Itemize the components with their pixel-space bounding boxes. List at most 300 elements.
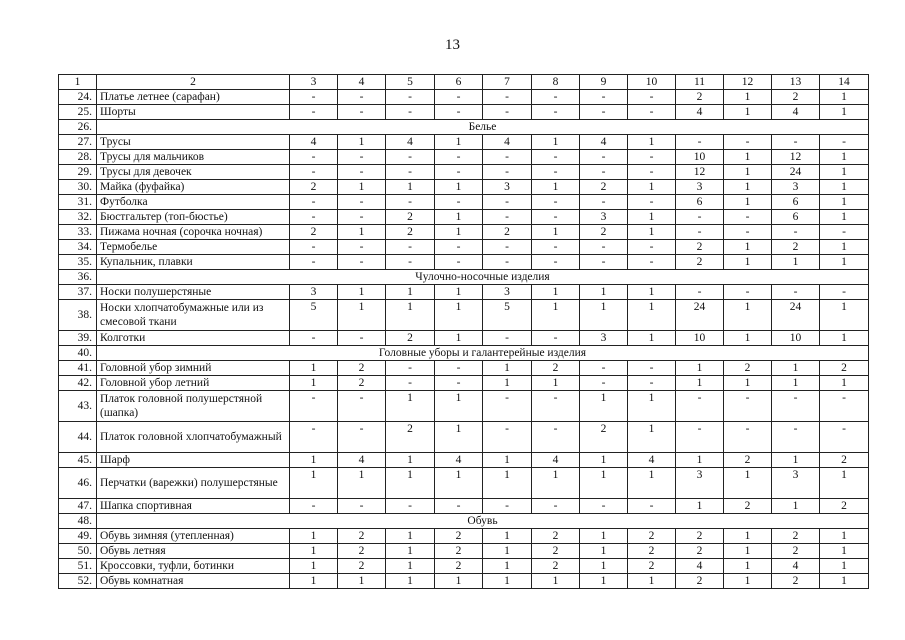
column-header: 5 [386,75,435,90]
value-cell: - [483,150,532,165]
page-number: 13 [445,37,460,53]
value-cell: - [532,255,580,270]
value-cell: - [580,90,628,105]
value-cell: 1 [820,376,869,391]
value-cell: 2 [532,559,580,574]
column-header: 13 [772,75,820,90]
value-cell: 1 [580,391,628,422]
row-number: 32. [59,210,97,225]
value-cell: 1 [724,559,772,574]
value-cell: - [532,422,580,453]
value-cell: 1 [386,559,435,574]
value-cell: 2 [676,529,724,544]
value-cell: 1 [724,331,772,346]
value-cell: - [772,285,820,300]
item-name: Колготки [97,331,290,346]
value-cell: 3 [676,180,724,195]
table-row [59,255,869,270]
value-cell: 1 [580,574,628,589]
row-number: 38. [59,300,97,331]
item-name: Перчатки (варежки) полушерстяные [97,468,290,499]
row-number: 35. [59,255,97,270]
value-cell: - [338,255,386,270]
value-cell: 2 [483,225,532,240]
value-cell: 1 [628,135,676,150]
value-cell: - [532,499,580,514]
value-cell: - [338,195,386,210]
value-cell: 5 [483,300,532,331]
row-number: 36. [59,270,97,285]
section-title: Головные уборы и галантерейные изделия [97,346,869,361]
value-cell: - [580,150,628,165]
value-cell: 4 [435,453,483,468]
value-cell: 6 [772,210,820,225]
value-cell: 1 [532,225,580,240]
value-cell: 2 [772,90,820,105]
value-cell: 2 [338,529,386,544]
value-cell: - [290,499,338,514]
value-cell: 1 [580,544,628,559]
value-cell: - [338,105,386,120]
value-cell: - [724,225,772,240]
value-cell: - [338,210,386,225]
value-cell: - [338,499,386,514]
table-row [59,105,869,120]
item-name: Кроссовки, туфли, ботинки [97,559,290,574]
value-cell: 2 [290,180,338,195]
table-row [59,529,869,544]
value-cell: 2 [676,544,724,559]
value-cell: 1 [772,453,820,468]
value-cell: 3 [676,468,724,499]
value-cell: - [338,240,386,255]
value-cell: - [580,499,628,514]
section-title: Белье [97,120,869,135]
value-cell: 1 [724,240,772,255]
value-cell: 1 [483,544,532,559]
value-cell: - [483,331,532,346]
value-cell: 2 [772,544,820,559]
row-number: 39. [59,331,97,346]
value-cell: 2 [724,499,772,514]
value-cell: 1 [386,468,435,499]
value-cell: 1 [483,376,532,391]
value-cell: 1 [580,529,628,544]
value-cell: - [483,391,532,422]
section-row [59,270,869,285]
value-cell: 1 [290,559,338,574]
value-cell: - [435,90,483,105]
table-row [59,300,869,331]
value-cell: - [386,376,435,391]
value-cell: 5 [290,300,338,331]
value-cell: 4 [580,135,628,150]
value-cell: 6 [676,195,724,210]
row-number: 51. [59,559,97,574]
value-cell: - [435,165,483,180]
table-row [59,468,869,499]
row-number: 24. [59,90,97,105]
value-cell: - [532,150,580,165]
value-cell: - [532,331,580,346]
item-name: Термобелье [97,240,290,255]
value-cell: 4 [772,105,820,120]
item-name: Платок головной хлопчатобумажный [97,422,290,453]
section-row [59,120,869,135]
value-cell: 1 [386,544,435,559]
value-cell: - [435,105,483,120]
item-name: Трусы для мальчиков [97,150,290,165]
value-cell: - [676,135,724,150]
header-row [59,75,869,90]
value-cell: 2 [676,90,724,105]
value-cell: 1 [386,529,435,544]
table-row [59,544,869,559]
table-row [59,361,869,376]
value-cell: - [435,240,483,255]
table-row [59,285,869,300]
value-cell: 1 [386,300,435,331]
value-cell: - [580,240,628,255]
value-cell: 1 [724,180,772,195]
section-title: Чулочно-носочные изделия [97,270,869,285]
table-row [59,331,869,346]
value-cell: 2 [772,240,820,255]
value-cell: 1 [628,422,676,453]
value-cell: - [386,90,435,105]
value-cell: 3 [772,180,820,195]
value-cell: - [532,391,580,422]
value-cell: 1 [628,180,676,195]
value-cell: 1 [386,574,435,589]
item-name: Платье летнее (сарафан) [97,90,290,105]
value-cell: 1 [290,361,338,376]
value-cell: - [386,240,435,255]
value-cell: 12 [772,150,820,165]
table-row [59,453,869,468]
value-cell: 1 [676,499,724,514]
value-cell: - [724,210,772,225]
value-cell: 1 [483,559,532,574]
row-number: 27. [59,135,97,150]
value-cell: 1 [628,574,676,589]
value-cell: - [290,195,338,210]
value-cell: - [483,240,532,255]
value-cell: 1 [724,90,772,105]
value-cell: - [724,135,772,150]
value-cell: 4 [772,559,820,574]
row-number: 47. [59,499,97,514]
value-cell: 1 [628,225,676,240]
item-name: Обувь комнатная [97,574,290,589]
value-cell: - [724,285,772,300]
value-cell: 6 [772,195,820,210]
value-cell: 1 [724,574,772,589]
value-cell: 10 [676,150,724,165]
value-cell: - [435,376,483,391]
value-cell: 1 [676,453,724,468]
value-cell: - [483,210,532,225]
row-number: 37. [59,285,97,300]
row-number: 50. [59,544,97,559]
value-cell: 2 [338,376,386,391]
value-cell: 1 [724,165,772,180]
value-cell: 1 [676,361,724,376]
row-number: 28. [59,150,97,165]
value-cell: 2 [532,529,580,544]
value-cell: 2 [820,453,869,468]
value-cell: 1 [628,468,676,499]
value-cell: - [435,255,483,270]
column-header: 6 [435,75,483,90]
item-name: Купальник, плавки [97,255,290,270]
value-cell: - [290,150,338,165]
value-cell: 1 [724,195,772,210]
value-cell: 4 [676,105,724,120]
value-cell: 2 [628,529,676,544]
value-cell: 3 [483,180,532,195]
value-cell: - [483,499,532,514]
section-row [59,346,869,361]
item-name: Головной убор зимний [97,361,290,376]
value-cell: - [338,422,386,453]
value-cell: 1 [580,285,628,300]
value-cell: 12 [676,165,724,180]
value-cell: - [338,331,386,346]
value-cell: - [532,90,580,105]
value-cell: - [483,195,532,210]
value-cell: 2 [386,331,435,346]
value-cell: - [580,165,628,180]
value-cell: - [338,90,386,105]
value-cell: 1 [386,391,435,422]
value-cell: 3 [580,331,628,346]
value-cell: - [580,361,628,376]
value-cell: 1 [772,499,820,514]
value-cell: 1 [820,468,869,499]
value-cell: 1 [290,453,338,468]
column-header: 8 [532,75,580,90]
value-cell: 2 [628,559,676,574]
value-cell: 1 [483,361,532,376]
value-cell: - [772,391,820,422]
row-number: 48. [59,514,97,529]
value-cell: 1 [724,150,772,165]
value-cell: - [483,90,532,105]
value-cell: 1 [724,105,772,120]
table-row [59,240,869,255]
value-cell: - [338,165,386,180]
value-cell: - [820,422,869,453]
value-cell: - [483,255,532,270]
value-cell: - [435,499,483,514]
value-cell: 1 [435,285,483,300]
value-cell: 1 [724,468,772,499]
value-cell: 1 [820,165,869,180]
value-cell: 1 [820,574,869,589]
value-cell: 2 [532,544,580,559]
table-row [59,90,869,105]
row-number: 45. [59,453,97,468]
value-cell: 4 [532,453,580,468]
section-row [59,514,869,529]
value-cell: 3 [290,285,338,300]
value-cell: - [290,422,338,453]
section-title: Обувь [97,514,869,529]
value-cell: 1 [820,90,869,105]
value-cell: - [580,105,628,120]
value-cell: - [628,255,676,270]
value-cell: 1 [820,195,869,210]
value-cell: 1 [338,180,386,195]
value-cell: - [386,255,435,270]
item-name: Пижама ночная (сорочка ночная) [97,225,290,240]
value-cell: 1 [435,391,483,422]
value-cell: - [820,135,869,150]
value-cell: 4 [386,135,435,150]
value-cell: 1 [532,300,580,331]
value-cell: - [820,391,869,422]
column-header: 14 [820,75,869,90]
value-cell: 1 [820,105,869,120]
value-cell: 2 [435,559,483,574]
value-cell: - [290,331,338,346]
value-cell: - [820,285,869,300]
value-cell: - [772,422,820,453]
item-name: Головной убор летний [97,376,290,391]
value-cell: - [676,225,724,240]
value-cell: 1 [435,180,483,195]
column-header: 2 [97,75,290,90]
value-cell: 1 [628,391,676,422]
value-cell: 1 [532,135,580,150]
table-row [59,376,869,391]
value-cell: - [676,285,724,300]
value-cell: - [290,240,338,255]
value-cell: 1 [483,574,532,589]
value-cell: 1 [435,331,483,346]
value-cell: 1 [290,574,338,589]
value-cell: 1 [532,574,580,589]
value-cell: 1 [435,225,483,240]
row-number: 43. [59,391,97,422]
value-cell: 2 [435,544,483,559]
value-cell: 24 [772,165,820,180]
value-cell: - [628,90,676,105]
row-number: 44. [59,422,97,453]
value-cell: 1 [386,180,435,195]
value-cell: 1 [820,240,869,255]
value-cell: 2 [772,529,820,544]
value-cell: - [338,391,386,422]
value-cell: - [290,90,338,105]
value-cell: 1 [290,468,338,499]
value-cell: 1 [338,300,386,331]
value-cell: - [483,422,532,453]
value-cell: 2 [580,180,628,195]
value-cell: 1 [435,422,483,453]
value-cell: - [628,150,676,165]
value-cell: - [483,105,532,120]
value-cell: 2 [580,225,628,240]
value-cell: 1 [724,544,772,559]
value-cell: - [435,150,483,165]
table-row [59,422,869,453]
value-cell: 1 [580,559,628,574]
row-number: 25. [59,105,97,120]
value-cell: 1 [772,361,820,376]
value-cell: 1 [290,529,338,544]
value-cell: 2 [580,422,628,453]
value-cell: 1 [820,255,869,270]
value-cell: - [435,195,483,210]
value-cell: - [532,165,580,180]
value-cell: - [386,195,435,210]
value-cell: - [820,225,869,240]
value-cell: 1 [532,468,580,499]
value-cell: - [676,210,724,225]
column-header: 3 [290,75,338,90]
value-cell: 2 [532,361,580,376]
value-cell: 1 [820,300,869,331]
value-cell: 1 [628,210,676,225]
value-cell: 4 [676,559,724,574]
value-cell: - [724,422,772,453]
value-cell: - [532,210,580,225]
value-cell: 2 [676,240,724,255]
value-cell: 4 [483,135,532,150]
value-cell: 2 [338,361,386,376]
value-cell: 2 [676,574,724,589]
value-cell: 1 [338,468,386,499]
row-number: 40. [59,346,97,361]
table-row [59,210,869,225]
value-cell: 1 [435,574,483,589]
value-cell: 1 [435,468,483,499]
value-cell: 1 [724,255,772,270]
value-cell: 3 [580,210,628,225]
value-cell: - [676,391,724,422]
value-cell: - [532,195,580,210]
row-number: 52. [59,574,97,589]
value-cell: 1 [483,468,532,499]
item-name: Носки полушерстяные [97,285,290,300]
value-cell: 1 [435,135,483,150]
value-cell: - [580,376,628,391]
item-name: Бюстгальтер (топ-бюстье) [97,210,290,225]
value-cell: 2 [338,559,386,574]
value-cell: 2 [386,225,435,240]
row-number: 42. [59,376,97,391]
value-cell: 1 [290,376,338,391]
value-cell: 10 [676,331,724,346]
value-cell: 1 [483,529,532,544]
value-cell: 1 [628,300,676,331]
value-cell: 2 [435,529,483,544]
column-header: 4 [338,75,386,90]
value-cell: - [290,255,338,270]
value-cell: 1 [338,574,386,589]
row-number: 34. [59,240,97,255]
value-cell: - [628,240,676,255]
value-cell: 1 [386,453,435,468]
value-cell: 1 [820,210,869,225]
item-name: Трусы [97,135,290,150]
value-cell: 2 [628,544,676,559]
value-cell: 1 [724,376,772,391]
value-cell: 1 [435,210,483,225]
item-name: Платок головной полушерстяной (шапка) [97,391,290,422]
